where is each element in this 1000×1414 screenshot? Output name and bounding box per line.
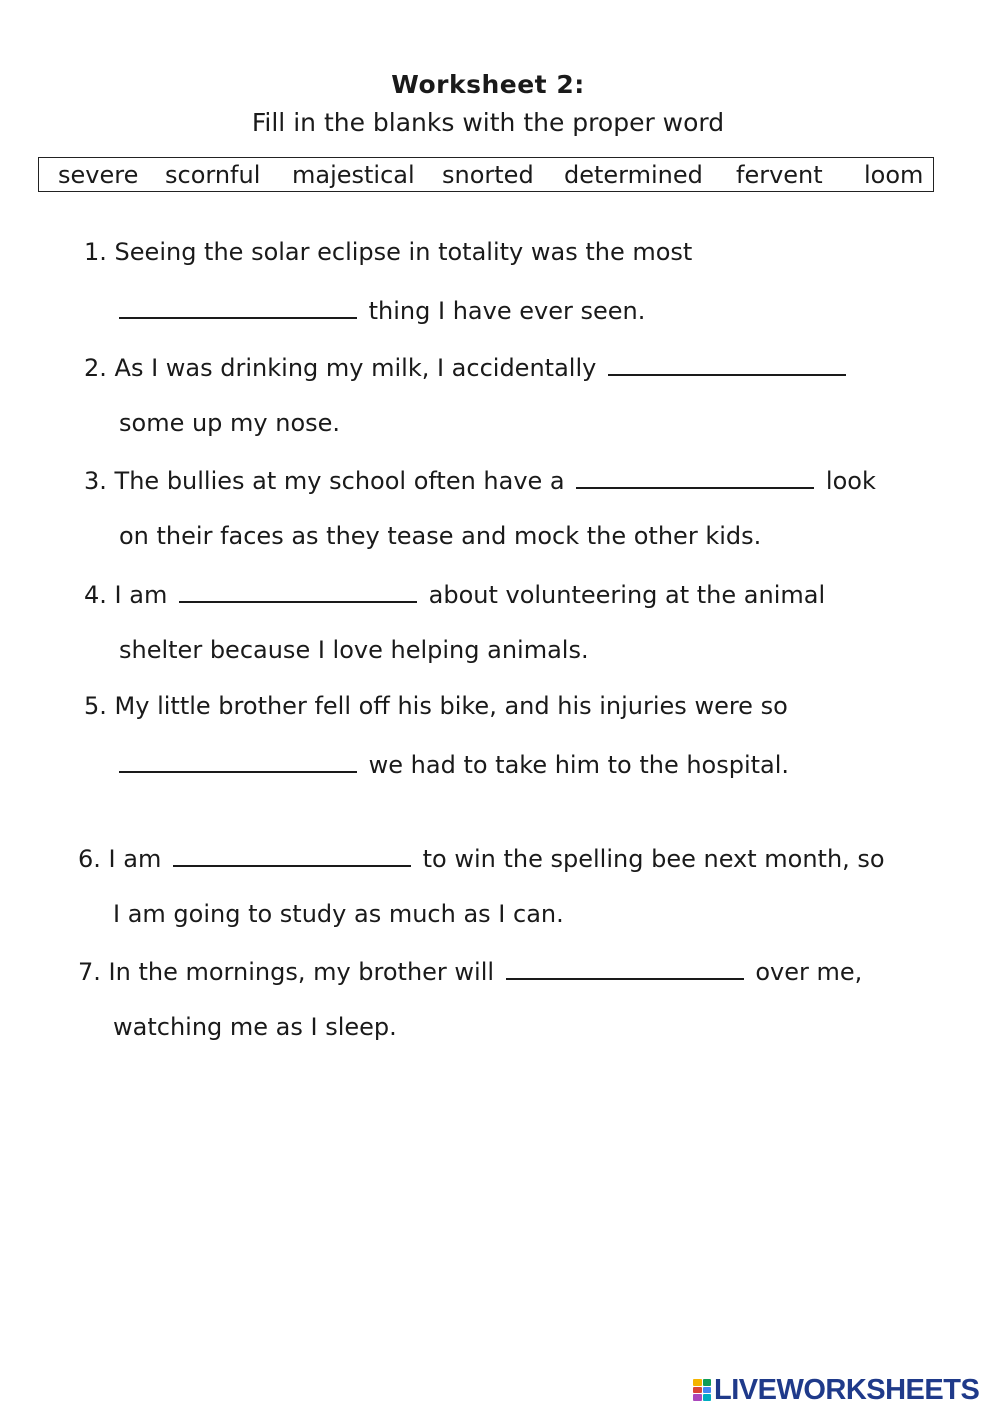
answer-blank[interactable] (173, 843, 411, 867)
question-number: 3. (84, 467, 107, 495)
question-text: I am (108, 845, 162, 873)
word-bank-item-determined: determined (564, 161, 703, 189)
question-text: I am (114, 581, 168, 609)
question-number: 6. (78, 845, 101, 873)
answer-blank[interactable] (119, 749, 357, 773)
question-2-line-2 (119, 409, 340, 437)
question-text: The bullies at my school often have a (114, 467, 565, 495)
question-5-line-2 (119, 749, 789, 779)
question-7-line-2 (113, 1013, 397, 1041)
answer-blank[interactable] (119, 295, 357, 319)
question-4-line-1 (84, 579, 825, 609)
question-2-line-1 (84, 352, 850, 382)
question-text: I am going to study as much as I can. (113, 900, 564, 928)
word-bank-item-snorted: snorted (442, 161, 534, 189)
logo-grid-icon (693, 1379, 711, 1401)
worksheet-title: Worksheet 2: (391, 70, 585, 99)
word-bank-item-loom: loom (864, 161, 924, 189)
word-bank-item-severe: severe (58, 161, 139, 189)
question-number: 5. (84, 692, 107, 720)
word-bank-item-scornful: scornful (165, 161, 261, 189)
question-6-line-2 (113, 900, 564, 928)
question-4-line-2 (119, 636, 589, 664)
question-text: look (825, 467, 876, 495)
question-number: 1. (84, 238, 107, 266)
liveworksheets-logo (693, 1374, 979, 1406)
answer-blank[interactable] (179, 579, 417, 603)
answer-blank[interactable] (576, 465, 814, 489)
question-5-line-1 (84, 692, 788, 720)
question-3-line-1 (84, 465, 876, 495)
question-1-line-2 (119, 295, 645, 325)
question-text: thing I have ever seen. (368, 297, 646, 325)
question-text: some up my nose. (119, 409, 341, 437)
question-text: on their faces as they tease and mock the other kids. (119, 522, 762, 550)
logo-text: LIVEWORKSHEETS (714, 1373, 980, 1406)
question-text: In the mornings, my brother will (108, 958, 495, 986)
question-text: we had to take him to the hospital. (368, 751, 790, 779)
question-number: 2. (84, 354, 107, 382)
question-text: watching me as I sleep. (113, 1013, 397, 1041)
question-1-line-1 (84, 238, 692, 266)
question-text: As I was drinking my milk, I accidentally (114, 354, 597, 382)
question-3-line-2 (119, 522, 761, 550)
word-bank-item-majestical: majestical (292, 161, 415, 189)
answer-blank[interactable] (608, 352, 846, 376)
question-text: My little brother fell off his bike, and his injuries were so (114, 692, 788, 720)
answer-blank[interactable] (506, 956, 744, 980)
question-text: about volunteering at the animal (428, 581, 826, 609)
word-bank-item-fervent: fervent (736, 161, 823, 189)
question-number: 4. (84, 581, 107, 609)
worksheet-instructions: Fill in the blanks with the proper word (251, 108, 725, 137)
question-text: to win the spelling bee next month, so (422, 845, 885, 873)
question-number: 7. (78, 958, 101, 986)
word-bank (38, 157, 934, 192)
question-6-line-1 (78, 843, 885, 873)
question-text: Seeing the solar eclipse in totality was the most (114, 238, 693, 266)
question-text: over me, (755, 958, 863, 986)
question-7-line-1 (78, 956, 862, 986)
question-text: shelter because I love helping animals. (119, 636, 589, 664)
